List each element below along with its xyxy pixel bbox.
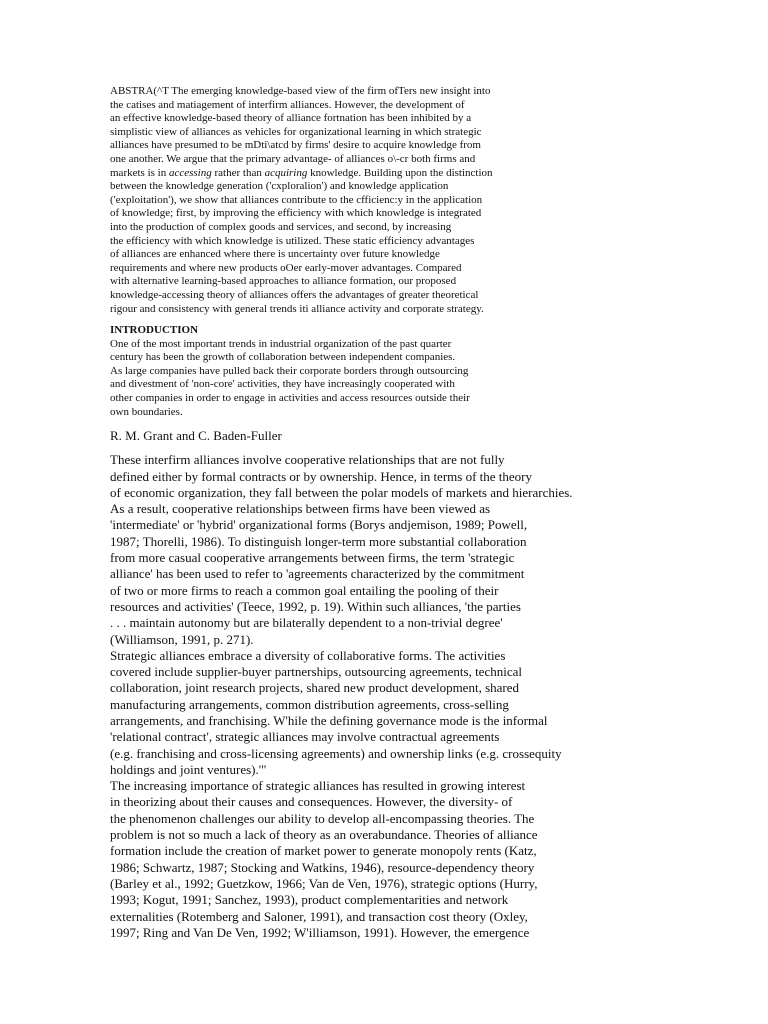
abstract-line: into the production of complex goods and services, and second, by increasing [110, 220, 452, 233]
author-line: R. M. Grant and C. Baden-Fuller [110, 428, 282, 444]
body-line: (Williamson, 1991, p. 271). [110, 631, 254, 647]
body-line: of two or more firms to reach a common goal entailing the pooling of their [110, 582, 499, 598]
abstract-line: of alliances are enhanced where there is uncertainty over future knowledge [110, 248, 440, 261]
body-line: 1993; Kogut, 1991; Sanchez, 1993), product complementarities and network [110, 892, 509, 908]
body-line: from more casual cooperative arrangements between firms, the term 'strategic [110, 550, 515, 566]
introduction-heading: INTRODUCTION [110, 324, 199, 337]
body-line: of economic organization, they fall between the polar models of markets and hierarchies. [110, 484, 573, 500]
body-line: Strategic alliances embrace a diversity of collaborative forms. The activities [110, 647, 506, 663]
body-line: (Barley et al., 1992; Guetzkow, 1966; Van de Ven, 1976), strategic options (Hurry, [110, 875, 538, 891]
body-line: (e.g. franchising and cross-licensing agreements) and ownership links (e.g. crossequity [110, 745, 562, 761]
body-line: These interfirm alliances involve cooperative relationships that are not fully [110, 452, 505, 468]
abstract-text: knowledge. Building upon the distinction [307, 166, 493, 179]
introduction-line: and divestment of 'non-core' activities, they have increasingly cooperated with [110, 378, 455, 391]
body-line: problem is not so much a lack of theory as an overabundance. Theories of alliance [110, 827, 538, 843]
abstract-line: of knowledge; first, by improving the efficiency with which knowledge is integrated [110, 207, 482, 220]
abstract-line: with alternative learning-based approaches to alliance formation, our proposed [110, 275, 457, 288]
body-line: covered include supplier-buyer partnerships, outsourcing agreements, technical [110, 664, 522, 680]
abstract-line: requirements and where new products oOer early-mover advantages. Compared [110, 261, 462, 274]
introduction-block [110, 338, 760, 420]
body-line: resources and activities' (Teece, 1992, p. 19). Within such alliances, 'the parties [110, 598, 521, 614]
body-line: holdings and joint ventures).'" [110, 761, 267, 777]
abstract-line: knowledge-accessing theory of alliances offers the advantages of greater theoretical [110, 288, 479, 301]
body-line: formation include the creation of market power to generate monopoly rents (Katz, [110, 843, 537, 859]
body-line: . . . maintain autonomy but are bilaterally dependent to a non-trivial degree' [110, 615, 503, 631]
abstract-text: rather than [211, 166, 265, 179]
introduction-line: century has been the growth of collaboration between independent companies. [110, 351, 456, 364]
abstract-block [110, 85, 760, 316]
body-line: 1987; Thorelli, 1986). To distinguish longer-term more substantial collaboration [110, 533, 527, 549]
body-line: the phenomenon challenges our ability to develop all-encompassing theories. The [110, 810, 535, 826]
introduction-line: One of the most important trends in industrial organization of the past quarter [110, 337, 452, 350]
body-line: 'intermediate' or 'hybrid' organizational forms (Borys andjemison, 1989; Powell, [110, 517, 528, 533]
body-line: 1986; Schwartz, 1987; Stocking and Watkins, 1946), resource-dependency theory [110, 859, 535, 875]
body-line: 1997; Ring and Van De Ven, 1992; W'illiamson, 1991). However, the emergence [110, 924, 530, 940]
body-line: in theorizing about their causes and consequences. However, the diversity- of [110, 794, 513, 810]
abstract-line: ('exploitation'), we show that alliances contribute to the cfficienc:y in the application [110, 193, 483, 206]
document-page [110, 85, 760, 941]
abstract-line: simplistic view of alliances as vehicles for organizational learning in which strategic [110, 125, 482, 138]
abstract-line: rigour and consistency with general trends iti alliance activity and corporate strategy. [110, 302, 484, 315]
body-line: 'relational contract', strategic alliances may involve contractual agreements [110, 729, 500, 745]
introduction-line: other companies in order to engage in activities and access resources outside their [110, 392, 470, 405]
body-line: arrangements, and franchising. W'hile the defining governance mode is the informal [110, 713, 548, 728]
introduction-line: As large companies have pulled back their corporate borders through outsourcing [110, 364, 469, 377]
body-line: manufacturing arrangements, common distribution agreements, cross-selling [110, 696, 509, 712]
abstract-line: one another. We argue that the primary advantage- of alliances o\-cr both firms and [110, 152, 476, 165]
body-text-block [110, 452, 760, 941]
body-line: alliance' has been used to refer to 'agreements characterized by the commitment [110, 566, 525, 582]
abstract-emphasis: accessing [168, 166, 212, 179]
abstract-line: the catises and matiagement of interfirm alliances. However, the development of [110, 98, 465, 111]
abstract-line: ABSTRA(^T The emerging knowledge-based view of the firm ofTers new insight into [110, 85, 491, 97]
abstract-text: markets is in [110, 166, 169, 179]
abstract-line: the efficiency with which knowledge is utilized. These static efficiency advantages [110, 234, 475, 247]
abstract-line: alliances have presumed to be mDti\atcd by firms' desire to acquire knowledge from [110, 139, 481, 152]
body-line: As a result, cooperative relationships between firms have been viewed as [110, 501, 491, 517]
abstract-line: an effective knowledge-based theory of alliance fortnation has been inhibited by a [110, 112, 472, 125]
abstract-emphasis: acquiring [264, 166, 308, 179]
introduction-line: own boundaries. [110, 405, 183, 418]
body-line: externalities (Rotemberg and Saloner, 1991), and transaction cost theory (Oxley, [110, 908, 528, 924]
body-line: collaboration, joint research projects, shared new product development, shared [110, 680, 519, 696]
body-line: The increasing importance of strategic alliances has resulted in growing interest [110, 778, 526, 794]
abstract-line: between the knowledge generation ('cxploralion') and knowledge application [110, 180, 449, 193]
abstract-line [110, 167, 760, 181]
body-line: defined either by formal contracts or by ownership. Hence, in terms of the theory [110, 468, 532, 484]
